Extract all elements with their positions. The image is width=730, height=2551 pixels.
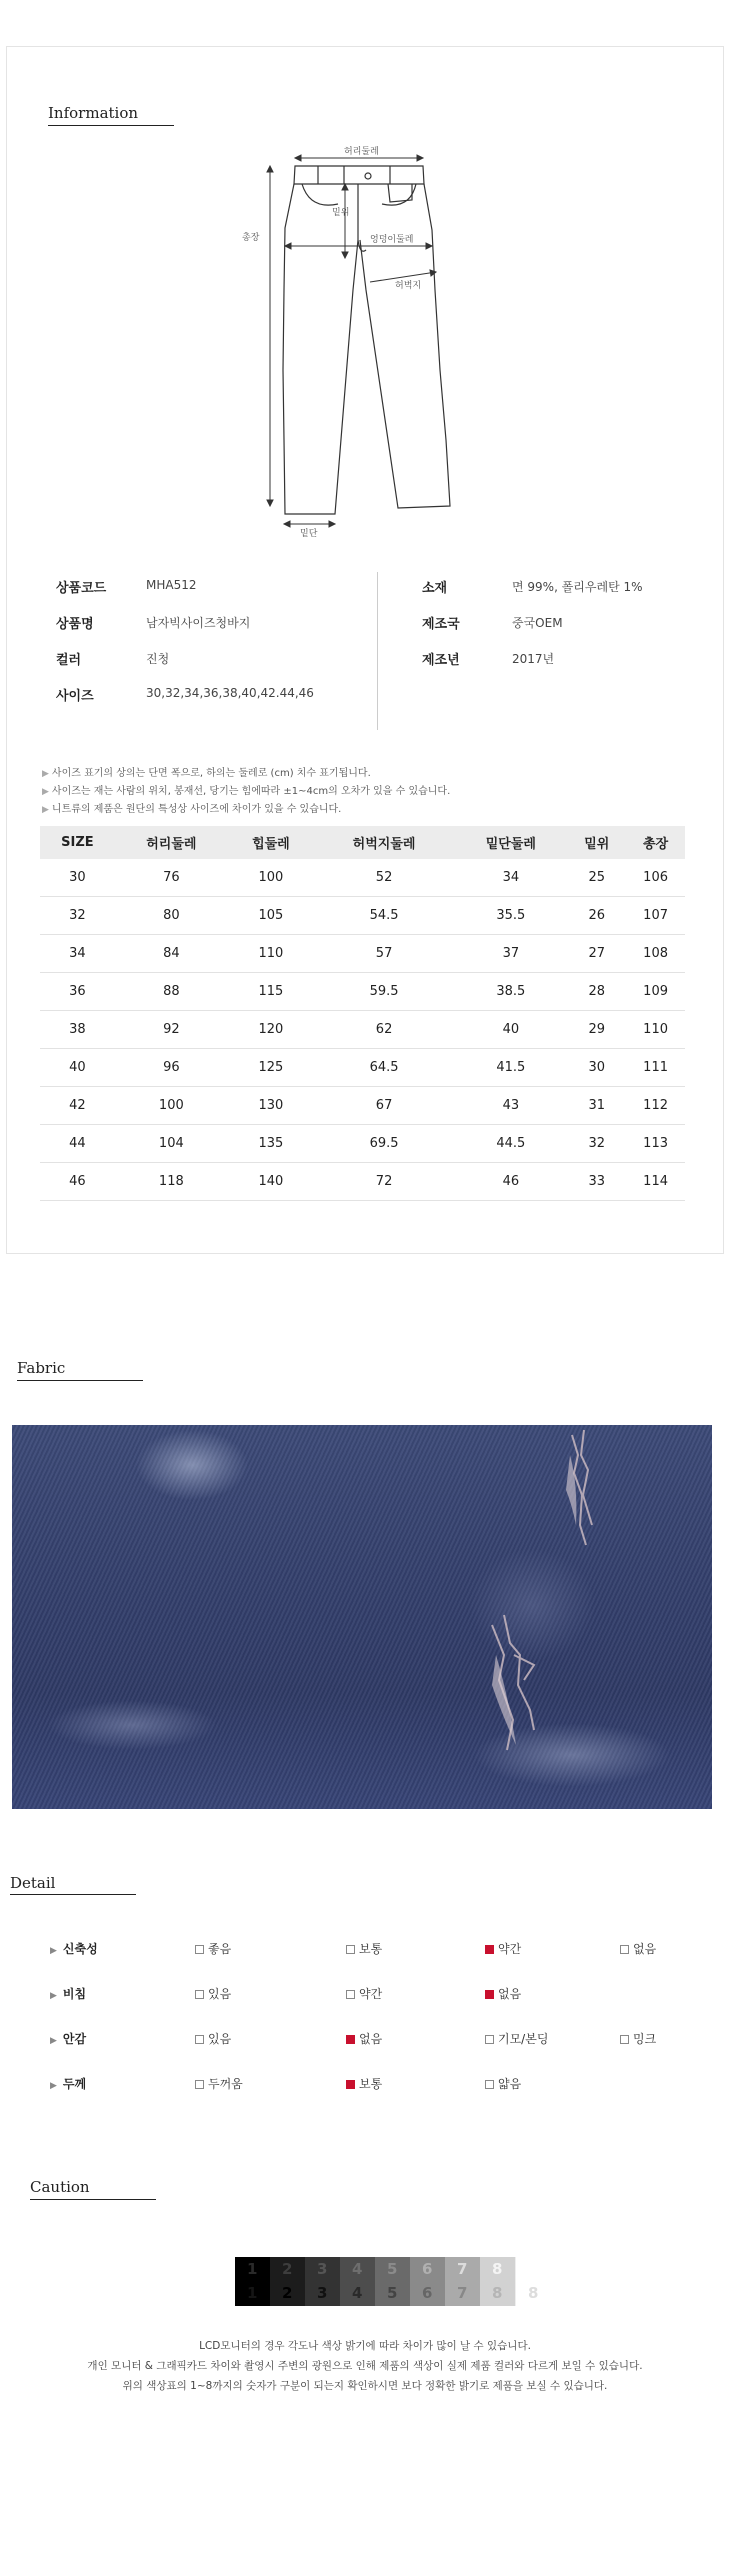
size-table-row xyxy=(40,973,685,1011)
brightness-swatch: 6 6 xyxy=(410,2257,445,2306)
size-table-row xyxy=(40,897,685,935)
size-table-cell: 104 xyxy=(115,1125,228,1163)
unchecked-box-icon xyxy=(485,2035,494,2044)
spec-label-product-name: 상품명 xyxy=(56,617,94,632)
size-table-cell: 36 xyxy=(40,973,115,1011)
size-table-cell: 92 xyxy=(115,1011,228,1049)
unchecked-box-icon xyxy=(346,1990,355,1999)
size-table-cell: 27 xyxy=(567,935,626,973)
size-table-cell: 46 xyxy=(454,1163,567,1201)
detail-row xyxy=(50,1940,690,1960)
fabric-title: Fabric xyxy=(17,1359,66,1377)
size-table-cell: 28 xyxy=(567,973,626,1011)
spec-label-product-code: 상품코드 xyxy=(56,581,107,596)
size-table-row xyxy=(40,1011,685,1049)
size-table-cell: 110 xyxy=(228,935,314,973)
unchecked-box-icon xyxy=(620,1945,629,1954)
caution-title: Caution xyxy=(30,2178,90,2196)
size-table-cell: 111 xyxy=(626,1049,685,1087)
size-table-cell: 42 xyxy=(40,1087,115,1125)
spec-label-size: 사이즈 xyxy=(56,689,94,704)
detail-option: 보통 xyxy=(346,2075,382,2092)
size-table-row xyxy=(40,859,685,897)
detail-option: 두꺼움 xyxy=(195,2075,243,2092)
size-table-cell: 30 xyxy=(40,859,115,897)
size-table-header xyxy=(40,826,685,859)
unchecked-box-icon xyxy=(346,1945,355,1954)
detail-option: 없음 xyxy=(485,1985,521,2002)
unchecked-box-icon xyxy=(195,2080,204,2089)
header-hem: 밑단둘레 xyxy=(454,826,567,859)
detail-option: 약간 xyxy=(346,1985,382,2002)
brightness-swatch: 8 8 xyxy=(480,2257,515,2306)
size-table-cell: 46 xyxy=(40,1163,115,1201)
size-table-cell: 84 xyxy=(115,935,228,973)
size-table-cell: 30 xyxy=(567,1049,626,1087)
size-table-cell: 107 xyxy=(626,897,685,935)
brightness-swatch: 2 2 xyxy=(270,2257,305,2306)
size-table-cell: 52 xyxy=(314,859,454,897)
detail-option: 보통 xyxy=(346,1940,382,1957)
detail-row xyxy=(50,2075,690,2095)
checked-box-icon xyxy=(346,2080,355,2089)
size-table-cell: 67 xyxy=(314,1087,454,1125)
caution-line: 위의 색상표의 1~8까지의 숫자가 구분이 되는지 확인하시면 보다 정확한 밝기로 제품을 보실 수 있습니다. xyxy=(122,2380,608,2392)
brightness-swatch: 8 8 xyxy=(515,2257,551,2306)
information-title: Information xyxy=(48,104,139,122)
size-table-cell: 130 xyxy=(228,1087,314,1125)
header-rise: 밑위 xyxy=(567,826,626,859)
size-table-cell: 88 xyxy=(115,973,228,1011)
fabric-closeup-image xyxy=(12,1425,712,1809)
size-table-cell: 114 xyxy=(626,1163,685,1201)
size-table-cell: 35.5 xyxy=(454,897,567,935)
size-table-cell: 62 xyxy=(314,1011,454,1049)
size-note: ▶ 니트류의 제품은 원단의 특성상 사이즈에 차이가 있을 수 있습니다. xyxy=(42,804,342,815)
size-table-cell: 80 xyxy=(115,897,228,935)
size-note: ▶ 사이즈는 재는 사람의 위치, 봉재선, 당기는 힘에따라 ±1~4cm의 오차가 있을 수 있습니다. xyxy=(42,786,451,797)
size-table-cell: 96 xyxy=(115,1049,228,1087)
size-table-cell: 54.5 xyxy=(314,897,454,935)
size-table-cell: 125 xyxy=(228,1049,314,1087)
note-arrow-icon: ▶ xyxy=(42,787,49,797)
checked-box-icon xyxy=(485,1990,494,1999)
size-table-cell: 113 xyxy=(626,1125,685,1163)
detail-row-label: ▶ 두께 xyxy=(50,2077,87,2091)
size-table-row xyxy=(40,935,685,973)
spec-divider xyxy=(377,572,378,730)
size-table-cell: 120 xyxy=(228,1011,314,1049)
diagram-label-hem: 밑단 xyxy=(300,529,318,539)
size-table-cell: 34 xyxy=(40,935,115,973)
brightness-swatch: 7 7 xyxy=(445,2257,480,2306)
diagram-label-length: 총장 xyxy=(242,233,260,243)
detail-option: 약간 xyxy=(485,1940,521,1957)
size-table-cell: 57 xyxy=(314,935,454,973)
size-table-cell: 38 xyxy=(40,1011,115,1049)
size-table-cell: 26 xyxy=(567,897,626,935)
header-hip: 힙둘레 xyxy=(228,826,314,859)
size-table-cell: 44 xyxy=(40,1125,115,1163)
size-table-cell: 115 xyxy=(228,973,314,1011)
detail-option: 없음 xyxy=(620,1940,656,1957)
spec-label-material: 소재 xyxy=(422,581,448,596)
detail-title-underline xyxy=(10,1894,136,1895)
size-table-cell: 25 xyxy=(567,859,626,897)
fabric-title-underline xyxy=(17,1380,143,1381)
size-table xyxy=(40,826,685,1201)
brightness-swatch: 4 4 xyxy=(340,2257,375,2306)
distressed-denim-texture xyxy=(12,1425,712,1809)
size-table-cell: 110 xyxy=(626,1011,685,1049)
diagram-label-hip: 엉덩이둘레 xyxy=(370,235,414,245)
size-table-row xyxy=(40,1163,685,1201)
detail-row-label: ▶ 안감 xyxy=(50,2032,87,2046)
caution-line: LCD모니터의 경우 각도나 색상 밝기에 따라 차이가 많이 날 수 있습니다. xyxy=(199,2340,531,2352)
size-table-row xyxy=(40,1087,685,1125)
header-length: 총장 xyxy=(626,826,685,859)
spec-value-size: 30,32,34,36,38,40,42.44,46 xyxy=(146,686,314,700)
size-table-cell: 40 xyxy=(454,1011,567,1049)
spec-label-year: 제조년 xyxy=(422,653,460,668)
spec-value-product-code: MHA512 xyxy=(146,578,197,592)
size-table-cell: 100 xyxy=(115,1087,228,1125)
size-table-cell: 140 xyxy=(228,1163,314,1201)
size-table-cell: 59.5 xyxy=(314,973,454,1011)
row-arrow-icon: ▶ xyxy=(50,2036,57,2046)
detail-row-label: ▶ 신축성 xyxy=(50,1942,98,1956)
spec-label-origin: 제조국 xyxy=(422,617,460,632)
unchecked-box-icon xyxy=(620,2035,629,2044)
detail-row-label: ▶ 비침 xyxy=(50,1987,87,2001)
size-table-cell: 37 xyxy=(454,935,567,973)
detail-row xyxy=(50,2030,690,2050)
size-table-cell: 38.5 xyxy=(454,973,567,1011)
checked-box-icon xyxy=(346,2035,355,2044)
spec-value-product-name: 남자빅사이즈청바지 xyxy=(146,616,251,630)
note-arrow-icon: ▶ xyxy=(42,805,49,815)
spec-value-year: 2017년 xyxy=(512,652,555,666)
diagram-label-thigh: 허벅지 xyxy=(395,281,422,291)
pants-measurement-diagram xyxy=(240,140,490,540)
header-thigh: 허벅지둘레 xyxy=(314,826,454,859)
header-waist: 허리둘레 xyxy=(115,826,228,859)
size-table-cell: 32 xyxy=(40,897,115,935)
size-table-cell: 41.5 xyxy=(454,1049,567,1087)
detail-option: 밍크 xyxy=(620,2030,656,2047)
size-table-cell: 40 xyxy=(40,1049,115,1087)
detail-title: Detail xyxy=(10,1874,56,1892)
size-table-cell: 105 xyxy=(228,897,314,935)
size-table-cell: 29 xyxy=(567,1011,626,1049)
size-table-cell: 44.5 xyxy=(454,1125,567,1163)
size-table-row xyxy=(40,1125,685,1163)
row-arrow-icon: ▶ xyxy=(50,2081,57,2091)
unchecked-box-icon xyxy=(195,1945,204,1954)
size-table-cell: 32 xyxy=(567,1125,626,1163)
size-table-cell: 64.5 xyxy=(314,1049,454,1087)
size-table-cell: 135 xyxy=(228,1125,314,1163)
size-note: ▶ 사이즈 표기의 상의는 단면 폭으로, 하의는 둘레로 (cm) 치수 표기됩니다. xyxy=(42,768,371,779)
unchecked-box-icon xyxy=(195,1990,204,1999)
caution-line: 개인 모니터 & 그래픽카드 차이와 촬영시 주변의 광원으로 인해 제품의 색상이 실제 제품 컬러와 다르게 보일 수 있습니다. xyxy=(87,2360,643,2372)
caution-title-underline xyxy=(30,2199,156,2200)
size-table-cell: 112 xyxy=(626,1087,685,1125)
spec-value-color: 진청 xyxy=(146,652,170,666)
size-table-cell: 100 xyxy=(228,859,314,897)
row-arrow-icon: ▶ xyxy=(50,1991,57,2001)
spec-value-material: 면 99%, 폴리우레탄 1% xyxy=(512,580,643,594)
row-arrow-icon: ▶ xyxy=(50,1946,57,1956)
header-size: SIZE xyxy=(40,826,115,859)
size-table-cell: 72 xyxy=(314,1163,454,1201)
size-table-cell: 109 xyxy=(626,973,685,1011)
size-table-cell: 31 xyxy=(567,1087,626,1125)
checked-box-icon xyxy=(485,1945,494,1954)
size-table-row xyxy=(40,1049,685,1087)
size-table-cell: 76 xyxy=(115,859,228,897)
size-table-cell: 33 xyxy=(567,1163,626,1201)
spec-value-origin: 중국OEM xyxy=(512,616,563,630)
diagram-label-rise: 밑위 xyxy=(332,208,350,218)
information-title-underline xyxy=(48,125,174,126)
detail-option: 있음 xyxy=(195,1985,231,2002)
brightness-swatch: 1 1 xyxy=(235,2257,270,2306)
detail-option: 없음 xyxy=(346,2030,382,2047)
size-table-cell: 43 xyxy=(454,1087,567,1125)
size-table-cell: 69.5 xyxy=(314,1125,454,1163)
size-table-cell: 118 xyxy=(115,1163,228,1201)
brightness-swatch: 3 3 xyxy=(305,2257,340,2306)
size-table-cell: 108 xyxy=(626,935,685,973)
detail-row xyxy=(50,1985,690,2005)
size-table-cell: 34 xyxy=(454,859,567,897)
note-arrow-icon: ▶ xyxy=(42,769,49,779)
detail-option: 기모/본딩 xyxy=(485,2030,548,2047)
detail-option: 있음 xyxy=(195,2030,231,2047)
brightness-swatch: 5 5 xyxy=(375,2257,410,2306)
detail-option: 좋음 xyxy=(195,1940,231,1957)
detail-option: 얇음 xyxy=(485,2075,521,2092)
spec-label-color: 컬러 xyxy=(56,653,82,668)
unchecked-box-icon xyxy=(485,2080,494,2089)
diagram-label-waist: 허리둘레 xyxy=(344,147,379,157)
unchecked-box-icon xyxy=(195,2035,204,2044)
size-table-cell: 106 xyxy=(626,859,685,897)
